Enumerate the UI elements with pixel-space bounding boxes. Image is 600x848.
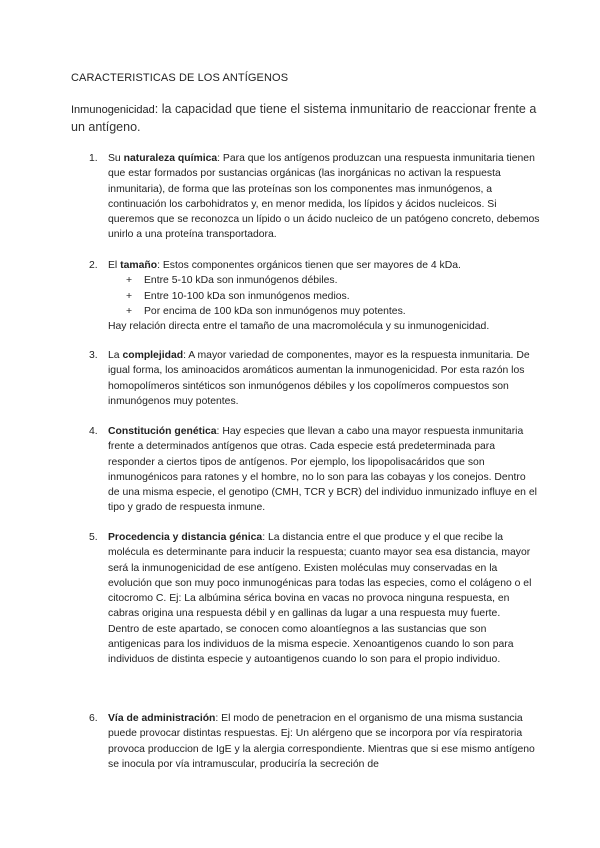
size-sublist — [108, 273, 540, 319]
list-number: 3. — [89, 350, 98, 361]
item-prefix: El — [108, 260, 121, 271]
sublist-item-text: Entre 5-10 kDa son inmunógenos débiles. — [144, 275, 338, 287]
sublist-item — [108, 273, 540, 288]
item-text: : La distancia entre el que produce y el que recibe la molécula es determinante para inducir la respuesta; cuanto mayor sea esa distancia, mayor será la inmunogenicidad de ese antígeno. Existen moléculas muy conservadas en la evolución que son muy poco inmunogénicas para todas las especies, como el colágeno o el citocromo C. Ej: La albúmina sérica bovina en vacas no provoca ninguna respuesta, en cabras origina una respuesta débil y en gallinas da lugar a una respuesta muy fuerte. — [108, 532, 532, 620]
sublist-item-text: Entre 10-100 kDa son inmunógenos medios. — [144, 290, 350, 302]
item-heading: Constitución genética — [108, 426, 217, 437]
item-prefix: La — [108, 350, 123, 361]
item-followup: Dentro de este apartado, se conocen como aloantíegnos a las sustancias que son antigenicas para los individuos de la misma especie. Xenoantigenos cuando lo son para individuos de distinta especie y autoantigenos cuando lo son para el propio individuo. — [108, 623, 514, 666]
intro-paragraph — [71, 101, 541, 136]
sublist-item — [108, 289, 540, 304]
item-text: : Estos componentes orgánicos tienen que ser mayores de 4 kDa. — [157, 260, 461, 271]
item-text: : El modo de penetracion en el organismo de una misma sustancia puede provocar distintas respuestas. Ej: Un alérgeno que se incorpora por vía respiratoria provoca produccion de IgE y la alergia correspondiente. Mientras que si ese mismo antígeno se inocula por vía intramuscular, produciría la secreción de — [108, 713, 535, 770]
list-number: 6. — [89, 713, 98, 724]
item-heading: tamaño — [120, 260, 158, 271]
sublist-item — [108, 304, 540, 319]
list-number: 2. — [89, 260, 98, 271]
list-item-1 — [89, 151, 540, 243]
list-item-4 — [89, 424, 540, 516]
item-text: : A mayor variedad de componentes, mayor es la respuesta inmunitaria. De igual forma, los aminoacidos aromáticos aumentan la inmunogenicidad. Por esta razón los homopolímeros sintéticos son inmunógenos débiles y los copolímeros compuestos son inmunógenos muy potentes. — [108, 350, 530, 407]
list-number: 5. — [89, 532, 98, 543]
item-text: : Hay especies que llevan a cabo una mayor respuesta inmunitaria frente a determinados antígenos que otras. Cada especie está predeterminada para responder a ciertos tipos de antígenos. Por ejemplo, los lipopolisacáridos que son inmunogénicos para ratones y el hombre, no lo son para las cobayas y los conejos. Dentro de una misma especie, el genotipo (CMH, TCR y BCR) del individuo inmunizado influye en el tipo y grado de respuesta inmune. — [108, 426, 537, 514]
size-conclusion: Hay relación directa entre el tamaño de una macromolécula y su inmunogenicidad. — [108, 321, 490, 332]
document-title: CARACTERISTICAS DE LOS ANTÍGENOS — [71, 72, 289, 84]
item-prefix: Su — [108, 153, 124, 164]
plus-icon: + — [126, 275, 133, 287]
intro-term: Inmunogenicidad — [71, 104, 155, 116]
list-item-3 — [89, 348, 540, 409]
plus-icon: + — [126, 290, 133, 302]
list-item-2 — [89, 258, 540, 319]
intro-text: : la capacidad que tiene el sistema inmunitario de reaccionar frente a un antígeno. — [71, 102, 537, 134]
plus-icon: + — [126, 305, 133, 317]
item-heading: complejidad — [122, 350, 184, 361]
list-number: 1. — [89, 153, 98, 164]
list-number: 4. — [89, 426, 98, 437]
item-heading: naturaleza química — [123, 153, 218, 164]
list-item-6 — [89, 711, 540, 772]
item-heading: Procedencia y distancia génica — [108, 532, 263, 543]
item-text: : Para que los antígenos produzcan una respuesta inmunitaria tienen que estar formados por sustancias orgánicas (las inorgánicas no activan la respuesta inmunitaria), de forma que las proteínas son los componentes mas inmunógenos, a continuación los carbohidratos y, en menor medida, los lípidos y ácidos nucleicos. Si queremos que se reconozca un lípido o un ácido nucleico de un patógeno concreto, debemos unirlo a una proteína transportadora. — [108, 153, 540, 241]
list-item-5 — [89, 530, 540, 668]
item-heading: Vía de administración — [108, 713, 216, 724]
sublist-item-text: Por encima de 100 kDa son inmunógenos muy potentes. — [144, 305, 406, 317]
